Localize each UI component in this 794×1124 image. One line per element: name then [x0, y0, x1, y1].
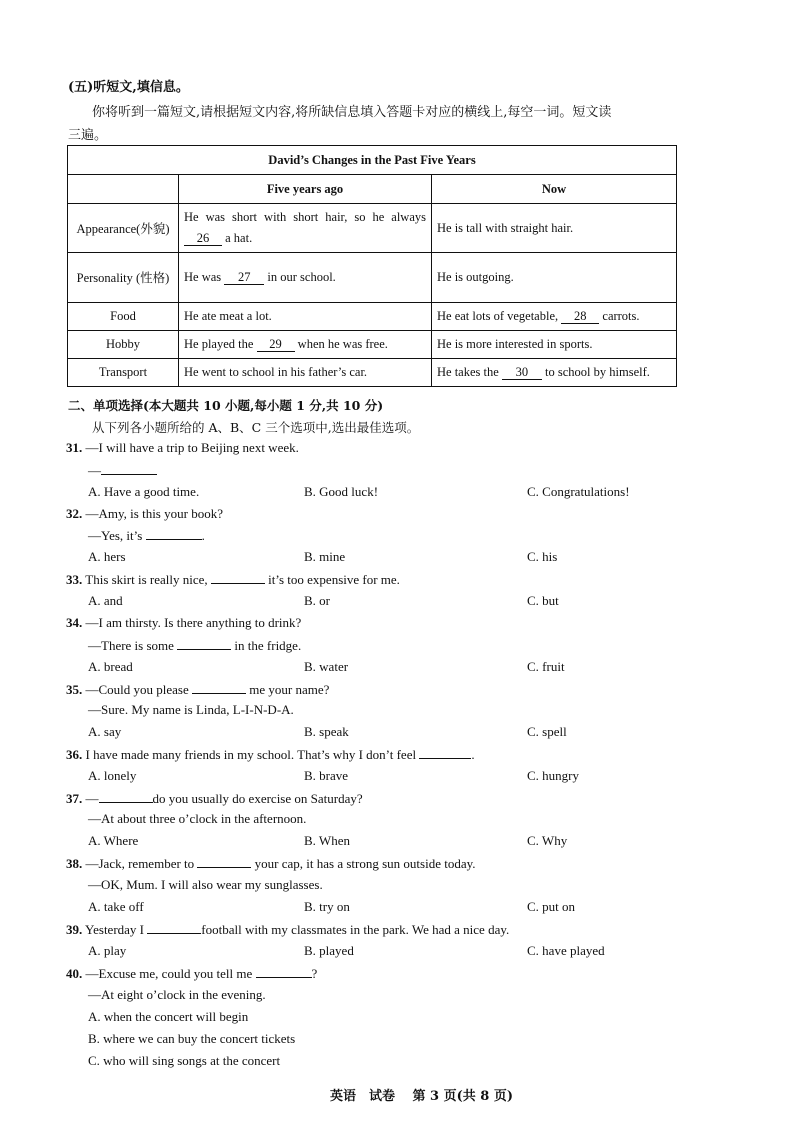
question-text: —Jack, remember to [85, 856, 195, 871]
option-b: B. try on [304, 899, 350, 914]
option-a: A. and [88, 593, 123, 608]
option-b: B. or [304, 593, 330, 608]
row-label: Appearance(外貌) [68, 204, 179, 253]
ago-cell [179, 204, 432, 253]
question-number: 32. [66, 506, 83, 521]
question-text: I have made many friends in my school. That’s why I don’t feel [85, 747, 417, 762]
table-caption: David’s Changes in the Past Five Years [68, 146, 677, 175]
answer-blank: 28 [561, 309, 599, 324]
ago-cell: He went to school in his father’s car. [179, 359, 432, 387]
question-number: 40. [66, 966, 83, 981]
row-label [68, 253, 179, 303]
row-label: Food [68, 303, 179, 331]
option-c: C. Congratulations! [527, 484, 630, 499]
question-text: in the fridge. [234, 638, 302, 653]
option-b: B. where we can buy the concert tickets [88, 1031, 296, 1046]
question-text: football with my classmates in the park. We had a nice day. [201, 922, 510, 937]
now-cell: He is more interested in sports. [432, 331, 677, 359]
option-b: B. played [304, 943, 354, 958]
page-footer: 英语 试卷 第 3 页(共 8 页) [330, 1089, 514, 1104]
row-label: Transport [68, 359, 179, 387]
cell-text: to school by himself. [545, 365, 650, 379]
question-39 [66, 921, 509, 938]
answer-blank-line [192, 681, 246, 694]
question-text: do you usually do exercise on Saturday? [152, 791, 363, 806]
question-31 [66, 440, 299, 456]
cell-text: carrots. [602, 309, 640, 323]
option-a: A. when the concert will begin [88, 1009, 249, 1024]
answer-blank: 29 [257, 337, 295, 352]
question-number: 37. [66, 791, 83, 806]
section-title: (五)听短文,填信息。 [68, 80, 189, 95]
question-text: ? [311, 966, 318, 981]
question-34 [66, 615, 301, 631]
option-b: B. Good luck! [304, 484, 379, 499]
question-number: 38. [66, 856, 83, 871]
option-c: C. have played [527, 943, 605, 958]
cell-text: He was short with short hair, so he always [184, 210, 426, 224]
option-a: A. say [88, 724, 122, 739]
answer-blank-line [146, 527, 202, 540]
answer-blank-line [101, 462, 157, 475]
question-number: 34. [66, 615, 83, 630]
question-text: Yesterday I [85, 922, 145, 937]
question-35 [66, 681, 329, 698]
column-header-ago: Five years ago [179, 175, 432, 204]
answer-blank-line [197, 855, 251, 868]
answer-blank-line [419, 746, 471, 759]
option-c: C. his [527, 549, 558, 564]
now-cell [432, 303, 677, 331]
question-text: —Excuse me, could you tell me [85, 966, 253, 981]
answer-blank: 30 [502, 365, 542, 380]
option-c: C. fruit [527, 659, 565, 674]
section-instruction-line1: 你将听到一篇短文,请根据短文内容,将所缺信息填入答题卡对应的横线上,每空一词。短文读 [92, 105, 612, 120]
option-c: C. Why [527, 833, 568, 848]
column-header-now: Now [432, 175, 677, 204]
cell-text: when he was free. [297, 337, 388, 351]
question-36 [66, 746, 475, 763]
question-text: it’s too expensive for me. [268, 572, 400, 587]
option-a: A. lonely [88, 768, 137, 783]
option-b: B. water [304, 659, 349, 674]
question-32 [66, 506, 223, 522]
option-b: B. speak [304, 724, 349, 739]
option-c: C. hungry [527, 768, 579, 783]
question-text: —I will have a trip to Beijing next week. [85, 440, 299, 455]
now-cell [432, 359, 677, 387]
cell-text: He played the [184, 337, 254, 351]
question-35-reply: —Sure. My name is Linda, L-I-N-D-A. [88, 702, 294, 717]
answer-blank-line [147, 921, 201, 934]
option-b: B. When [304, 833, 350, 848]
part2-instruction: 从下列各小题所给的 A、B、C 三个选项中,选出最佳选项。 [92, 420, 420, 435]
cell-text: a hat. [225, 231, 253, 245]
question-text: —I am thirsty. Is there anything to drink? [85, 615, 302, 630]
part2-title: 二、单项选择(本大题共 10 小题,每小题 1 分,共 10 分) [68, 398, 384, 413]
option-b: B. brave [304, 768, 349, 783]
answer-blank: 26 [184, 231, 222, 246]
option-c: C. spell [527, 724, 567, 739]
question-number: 36. [66, 747, 83, 762]
question-text: your cap, it has a strong sun outside today. [254, 856, 476, 871]
option-c: C. put on [527, 899, 576, 914]
question-40-reply: —At eight o’clock in the evening. [88, 987, 266, 1002]
answer-blank-line [256, 965, 312, 978]
question-text: —Could you please [85, 682, 189, 697]
question-40 [66, 965, 317, 982]
question-number: 31. [66, 440, 83, 455]
question-number: 35. [66, 682, 83, 697]
question-text: . [471, 747, 475, 762]
ago-cell [179, 331, 432, 359]
cell-text: He eat lots of vegetable, [437, 309, 559, 323]
option-a: A. Have a good time. [88, 484, 200, 499]
answer-blank: 27 [224, 270, 264, 285]
option-c: C. who will sing songs at the concert [88, 1053, 281, 1068]
row-label: Hobby [68, 331, 179, 359]
question-31-reply [88, 462, 157, 479]
table-row [68, 204, 677, 253]
question-32-reply [88, 527, 205, 544]
question-text: — [88, 463, 101, 478]
question-text: This skirt is really nice, [85, 572, 208, 587]
question-34-reply [88, 637, 301, 654]
question-number: 39. [66, 922, 83, 937]
cell-text: in our school. [267, 270, 336, 284]
section-instruction-line2: 三遍。 [68, 128, 108, 143]
question-33 [66, 571, 400, 588]
ago-cell: He ate meat a lot. [179, 303, 432, 331]
now-cell: He is outgoing. [432, 253, 677, 303]
table-row [68, 359, 677, 387]
table-row [68, 331, 677, 359]
answer-blank-line [177, 637, 231, 650]
cell-text: He takes the [437, 365, 499, 379]
question-37 [66, 790, 363, 807]
table-row [68, 303, 677, 331]
question-text: —Yes, it’s [88, 528, 143, 543]
option-a: A. hers [88, 549, 126, 564]
option-a: A. take off [88, 899, 144, 914]
question-38 [66, 855, 476, 872]
cell-text: He was [184, 270, 222, 284]
row-label-text: Personality (性格) [76, 270, 170, 285]
option-c: C. but [527, 593, 559, 608]
question-text: —Amy, is this your book? [85, 506, 223, 521]
ago-cell [179, 253, 432, 303]
question-text: — [85, 791, 99, 806]
option-b: B. mine [304, 549, 346, 564]
table-row [68, 253, 677, 303]
option-a: A. Where [88, 833, 139, 848]
question-37-reply: —At about three o’clock in the afternoon. [88, 811, 307, 826]
question-text: —There is some [88, 638, 174, 653]
option-a: A. play [88, 943, 127, 958]
question-text: me your name? [249, 682, 330, 697]
question-38-reply: —OK, Mum. I will also wear my sunglasses. [88, 877, 323, 892]
question-number: 33. [66, 572, 83, 587]
info-table [67, 145, 677, 387]
answer-blank-line [211, 571, 265, 584]
question-text: . [201, 528, 205, 543]
answer-blank-line [99, 790, 153, 803]
now-cell: He is tall with straight hair. [432, 204, 677, 253]
option-a: A. bread [88, 659, 133, 674]
table-corner-cell [68, 175, 179, 204]
